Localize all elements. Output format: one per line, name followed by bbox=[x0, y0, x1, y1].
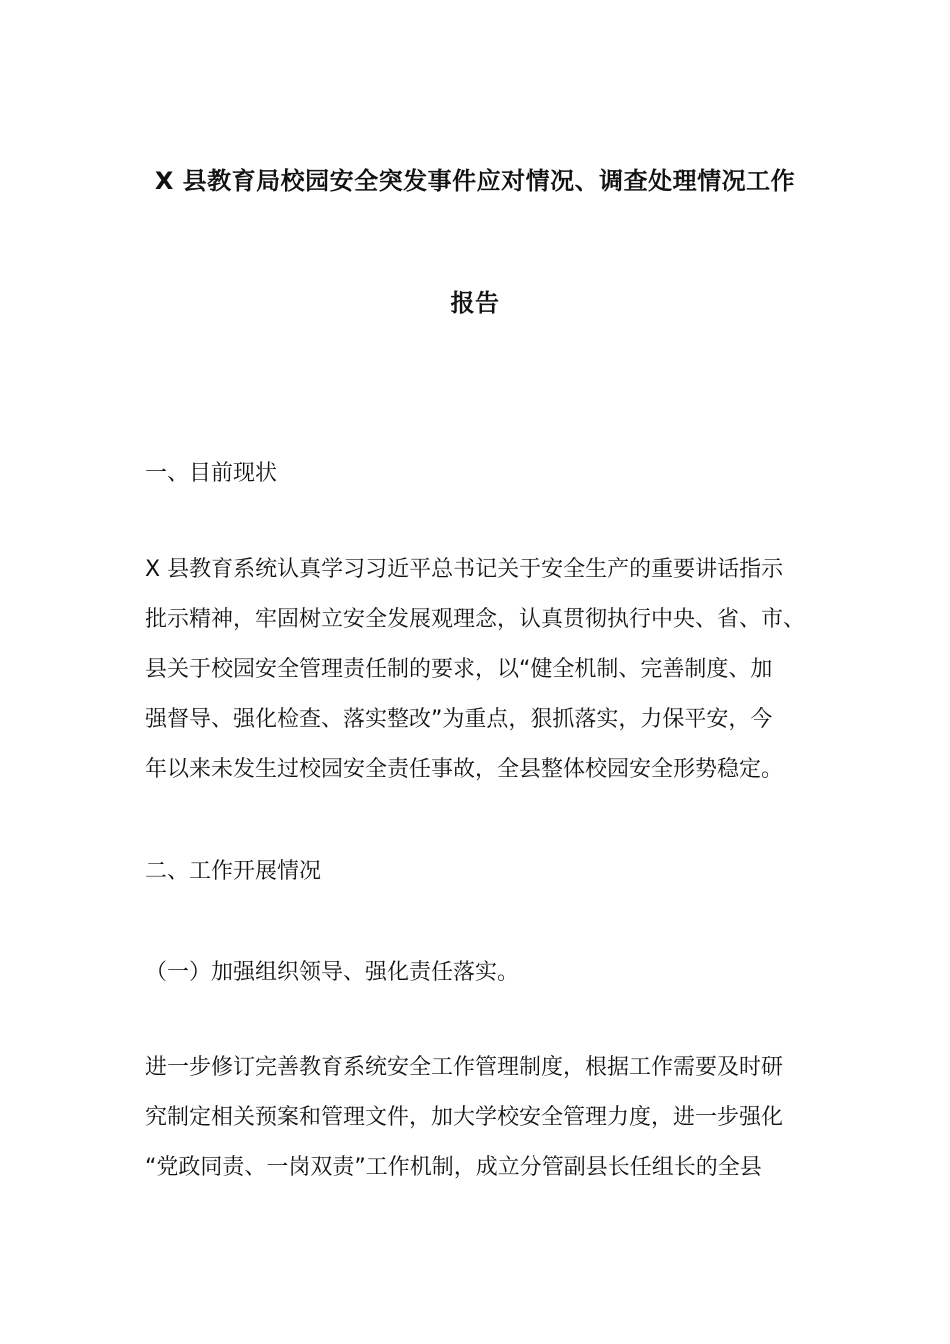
paragraph-line: 县关于校园安全管理责任制的要求，以“健全机制、完善制度、加 bbox=[145, 657, 773, 682]
paragraph-line: X 县教育系统认真学习习近平总书记关于安全生产的重要讲话指示 bbox=[145, 557, 784, 582]
section-1-paragraph bbox=[145, 545, 825, 795]
document-title-line-1: X 县教育局校园安全突发事件应对情况、调查处理情况工作 bbox=[154, 167, 796, 195]
paragraph-line: 强督导、强化检查、落实整改”为重点，狠抓落实，力保平安，今 bbox=[145, 707, 773, 732]
paragraph-line: 究制定相关预案和管理文件，加大学校安全管理力度，进一步强化 bbox=[145, 1105, 784, 1130]
paragraph-line: 年以来未发生过校园安全责任事故，全县整体校园安全形势稳定。 bbox=[145, 757, 784, 782]
section-2-heading: 二、工作开展情况 bbox=[145, 859, 322, 884]
paragraph-line: “党政同责、一岗双责”工作机制，成立分管副县长任组长的全县 bbox=[145, 1155, 762, 1180]
paragraph-line: 进一步修订完善教育系统安全工作管理制度，根据工作需要及时研 bbox=[145, 1055, 784, 1080]
section-2-paragraph bbox=[145, 1043, 825, 1193]
document-title-line-2: 报告 bbox=[450, 289, 500, 317]
section-1-heading: 一、目前现状 bbox=[145, 461, 278, 486]
section-2-subheading: （一）加强组织领导、强化责任落实。 bbox=[145, 960, 520, 985]
paragraph-line: 批示精神，牢固树立安全发展观理念，认真贯彻执行中央、省、市、 bbox=[145, 607, 806, 632]
